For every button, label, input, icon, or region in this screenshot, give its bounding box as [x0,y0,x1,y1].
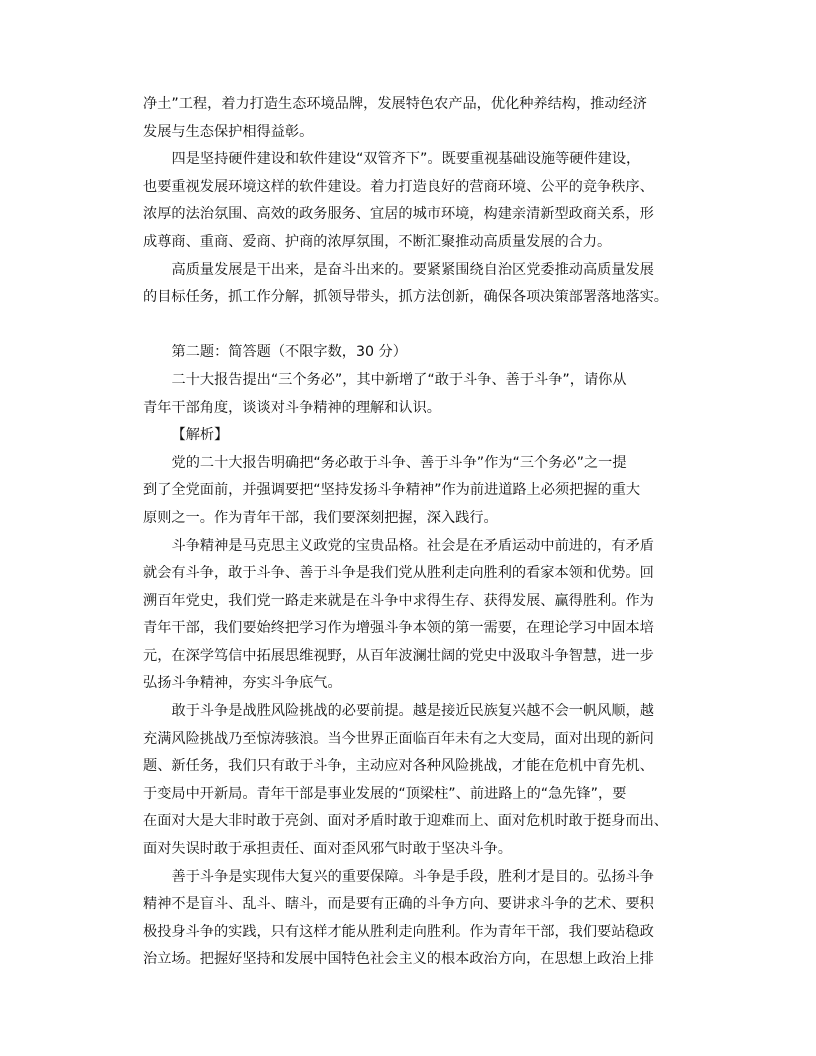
text-line: 高质量发展是干出来，是奋斗出来的。要紧紧围绕自治区党委推动高质量发展 [171,261,654,278]
text-line: 斗争精神是马克思主义政党的宝贵品格。社会是在矛盾运动中前进的，有矛盾 [171,537,654,554]
text-line: 极投身斗争的实践，只有这样才能从胜利走向胜利。作为青年干部，我们要站稳政 [143,923,654,940]
document-body [143,91,678,974]
text-line: 净土”工程，着力打造生态环境品牌，发展特色农产品，优化种养结构，推动经济 [143,96,647,112]
text-line: 元，在深学笃信中拓展思维视野，从百年波澜壮阔的党史中汲取斗争智慧，进一步 [143,647,654,664]
text-line: 也要重视发展环境这样的软件建设。着力打造良好的营商环境、公平的竞争秩序、 [143,178,654,195]
text-line: 青年干部角度，谈谈对斗争精神的理解和认识。 [143,399,441,416]
text-line: 于变局中开新局。青年干部是事业发展的“顶梁柱”、前进路上的“急先锋”，要 [143,785,627,802]
text-line: 党的二十大报告明确把“务必敢于斗争、善于斗争”作为“三个务必”之一提 [171,454,627,471]
text-line: 面对失误时敢于承担责任、面对歪风邪气时敢于坚决斗争。 [143,841,512,858]
text-line: 就会有斗争，敢于斗争、善于斗争是我们党从胜利走向胜利的看家本领和优势。回 [143,565,654,582]
text-line: 四是坚持硬件建设和软件建设“双管齐下”。既要重视基础设施等硬件建设， [171,151,641,168]
text-line: 二十大报告提出“三个务必”，其中新增了“敢于斗争、善于斗争”，请你从 [171,371,627,388]
text-line: 的目标任务，抓工作分解，抓领导带头，抓方法创新，确保各项决策部署落地落实。 [143,289,668,306]
text-line: 弘扬斗争精神，夯实斗争底气。 [143,675,342,692]
text-line: 原则之一。作为青年干部，我们要深刻把握，深入践行。 [143,509,498,526]
text-line: 充满风险挑战乃至惊涛骇浪。当今世界正面临百年未有之大变局，面对出现的新问 [143,730,654,747]
text-line: 治立场。把握好坚持和发展中国特色社会主义的根本政治方向，在思想上政治上排 [143,951,654,968]
text-line: 发展与生态保护相得益彰。 [143,123,314,140]
text-line: 善于斗争是实现伟大复兴的重要保障。斗争是手段，胜利才是目的。弘扬斗争 [171,868,654,885]
text-line: 【解析】 [171,427,229,444]
text-line: 溯百年党史，我们党一路走来就是在斗争中求得生存、获得发展、赢得胜利。作为 [143,592,654,609]
text-line: 精神不是盲斗、乱斗、瞎斗，而是要有正确的斗争方向、要讲求斗争的艺术、要积 [143,896,654,913]
text-line: 敢于斗争是战胜风险挑战的必要前提。越是接近民族复兴越不会一帆风顺，越 [171,703,654,720]
text-line: 青年干部，我们要始终把学习作为增强斗争本领的第一需要，在理论学习中固本培 [143,620,654,637]
text-line: 在面对大是大非时敢于亮剑、面对矛盾时敢于迎难而上、面对危机时敢于挺身而出、 [143,813,668,830]
text-line: 到了全党面前，并强调要把“坚持发扬斗争精神”作为前进道路上必须把握的重大 [143,482,641,499]
text-line: 成尊商、重商、爱商、护商的浓厚氛围，不断汇聚推动高质量发展的合力。 [143,233,612,250]
text-line: 浓厚的法治氛围、高效的政务服务、宜居的城市环境，构建亲清新型政商关系，形 [143,206,654,223]
text-line: 题、新任务，我们只有敢于斗争，主动应对各种风险挑战，才能在危机中育先机、 [143,758,654,775]
paragraph-gap [143,312,678,340]
text-line: 第二题：简答题（不限字数，30 分） [171,344,407,361]
